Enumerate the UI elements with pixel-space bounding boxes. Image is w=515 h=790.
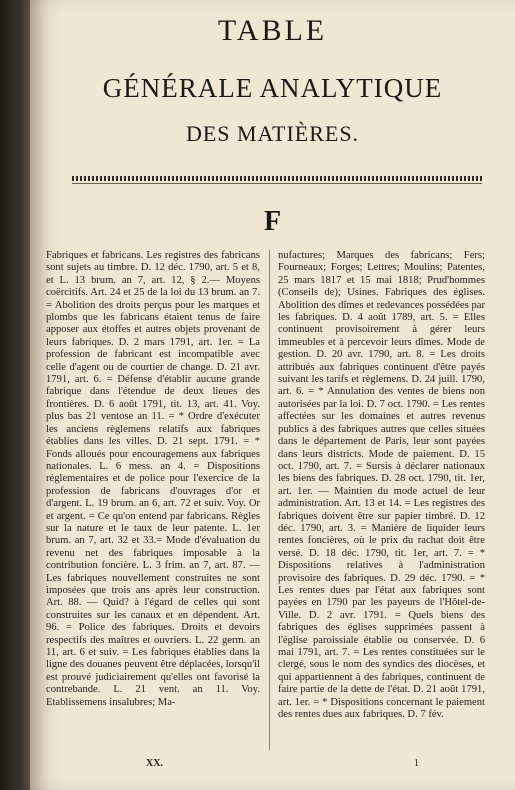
left-column — [46, 250, 260, 709]
page-subtitle-2: DES MATIÈRES. — [185, 121, 360, 146]
page-number: 1 — [414, 758, 419, 769]
page-title: TABLE — [217, 14, 328, 47]
signature-mark: XX. — [146, 758, 163, 769]
divider-line — [72, 183, 482, 184]
book-page — [30, 0, 515, 790]
book-binding — [0, 0, 30, 790]
ornamental-rule — [72, 176, 482, 181]
right-column — [278, 250, 485, 721]
page-subtitle: GÉNÉRALE ANALYTIQUE — [102, 73, 443, 103]
section-letter: F — [263, 206, 282, 237]
right-column-text: nufactures; Marques des fabricans; Fers; Fourneaux; Forges; Lettres; Moulins; Patentes, 25 mars 1817 et 15 mai 1818; Prud'hommes (Conseils de); Usines. Fabriques des églises. Abolition des dîmes et redevances possédées par les fabriques. D. 4 août 1789, art. 5. = Elles continuent provisoirement à gérer leurs immeubles et à percevoir leurs dîmes. Mode de gestion. D. 20 avr. 1790, art. 8. = Les droits attribués aux fabriques continuent d'être payés suivant les tarifs et règlemens. D. 24 juill. 1790, art. 6. = * Annulation des ventes de biens non autorisées par la loi. D. 7 oct. 1790. = Les rentes affectées sur les domaines et autres revenus publics à des fabriques autres que celles situées dans le département de Paris, leur sont payées dans leurs districts. Mode de paiement. D. 15 oct. 1790, art. 7. = Sursis à déclarer nationaux les biens des fabriques. D. 28 oct. 1790, tit. 1er, art. 1er. — Maintien du mode actuel de leur administration. Art. 13 et 14. = Les registres des fabriques doivent être sur papier timbré. D. 12 déc. 1790, art. 3. = Manière de liquider leurs rentes foncières, où le prix du rachat doit être versé. D. 18 déc. 1790, tit. 1er, art. 7. = * Dispositions relatives à l'administration provisoire des fabriques. D. 29 déc. 1790. = * Les rentes dues par l'état aux fabriques sont payées en 1790 par les payeurs de l'Hôtel-de-Ville. D. 2 avr. 1791. = Quels biens des fabriques des églises supprimées passent à l'église paroissiale établie ou conservée. D. 6 mai 1791, art. 7. = Les rentes constituées sur le clergé, sous le nom des syndics des diocèses, et qui appartiennent à des fabriques, continuent de faire partie de la dette de l'état. D. 21 août 1791, art. 1er. = * Dispositions concernant le paiement des rentes dues aux fabriques. D. 7 fév. — [278, 250, 485, 721]
left-column-text: Fabriques et fabricans. Les registres des fabricans sont sujets au timbre. D. 12 déc. 1790, art. 5 et 8, et L. 13 brum. an 7, art. 12, § 2.— Moyens coërcitifs. Art. 24 et 25 de la loi du 13 brum. an 7. = Abolition des droits perçus pour les marques et plombs que les fabricans étaient tenus de faire apposer aux étoffes et autres objets provenant de leurs fabriques. D. 2 mars 1791, art. 1er. = La profession de fabricant est incompatible avec celle d'agent ou de courtier de change. D. 21 avr. 1791, art. 6. = Défense d'établir aucune grande fabrique dans l'étendue de deux lieues des frontières. D. 6 août 1791, tit. 13, art. 41. Voy. plus bas 21 ventose an 11. = * Ordre d'exécuter les anciens règlemens relatifs aux fabriques établies dans les villes. D. 21 sept. 1791. = * Fonds alloués pour encouragemens aux fabriques nationales. L. 6 mess. an 4. = Dispositions réglementaires et de police pour l'exercice de la profession de fabricans d'ouvrages d'or et d'argent. L. 19 brum. an 6, art. 72 et suiv. Voy. Or et argent. = Ce qu'on entend par fabricans. Règles sur la nature et le taux de leur patente. L. 1er brum. an 7, art. 32 et 33.= Mode d'évaluation du revenu net des fabriques imposable à la contribution foncière. L. 3 frim. an 7, art. 87. — Les fabriques nouvellement construites ne sont imposées que trois ans après leur construction. Art. 88. — Quid? à l'égard de celles qui sont construites sur les canaux et en dépendent. Art. 96. = Police des fabriques. Droits et devoirs respectifs des maîtres et ouvriers. L. 22 germ. an 11, art. 6 et suiv. = Les fabriques établies dans la ligne des douanes peuvent être déplacées, lorsqu'il est prouvé judiciairement qu'elles ont favorisé la contrebande. L. 21 vent. an 11. Voy. Etablissemens insalubres; Ma- — [46, 250, 260, 708]
column-divider — [269, 250, 270, 750]
